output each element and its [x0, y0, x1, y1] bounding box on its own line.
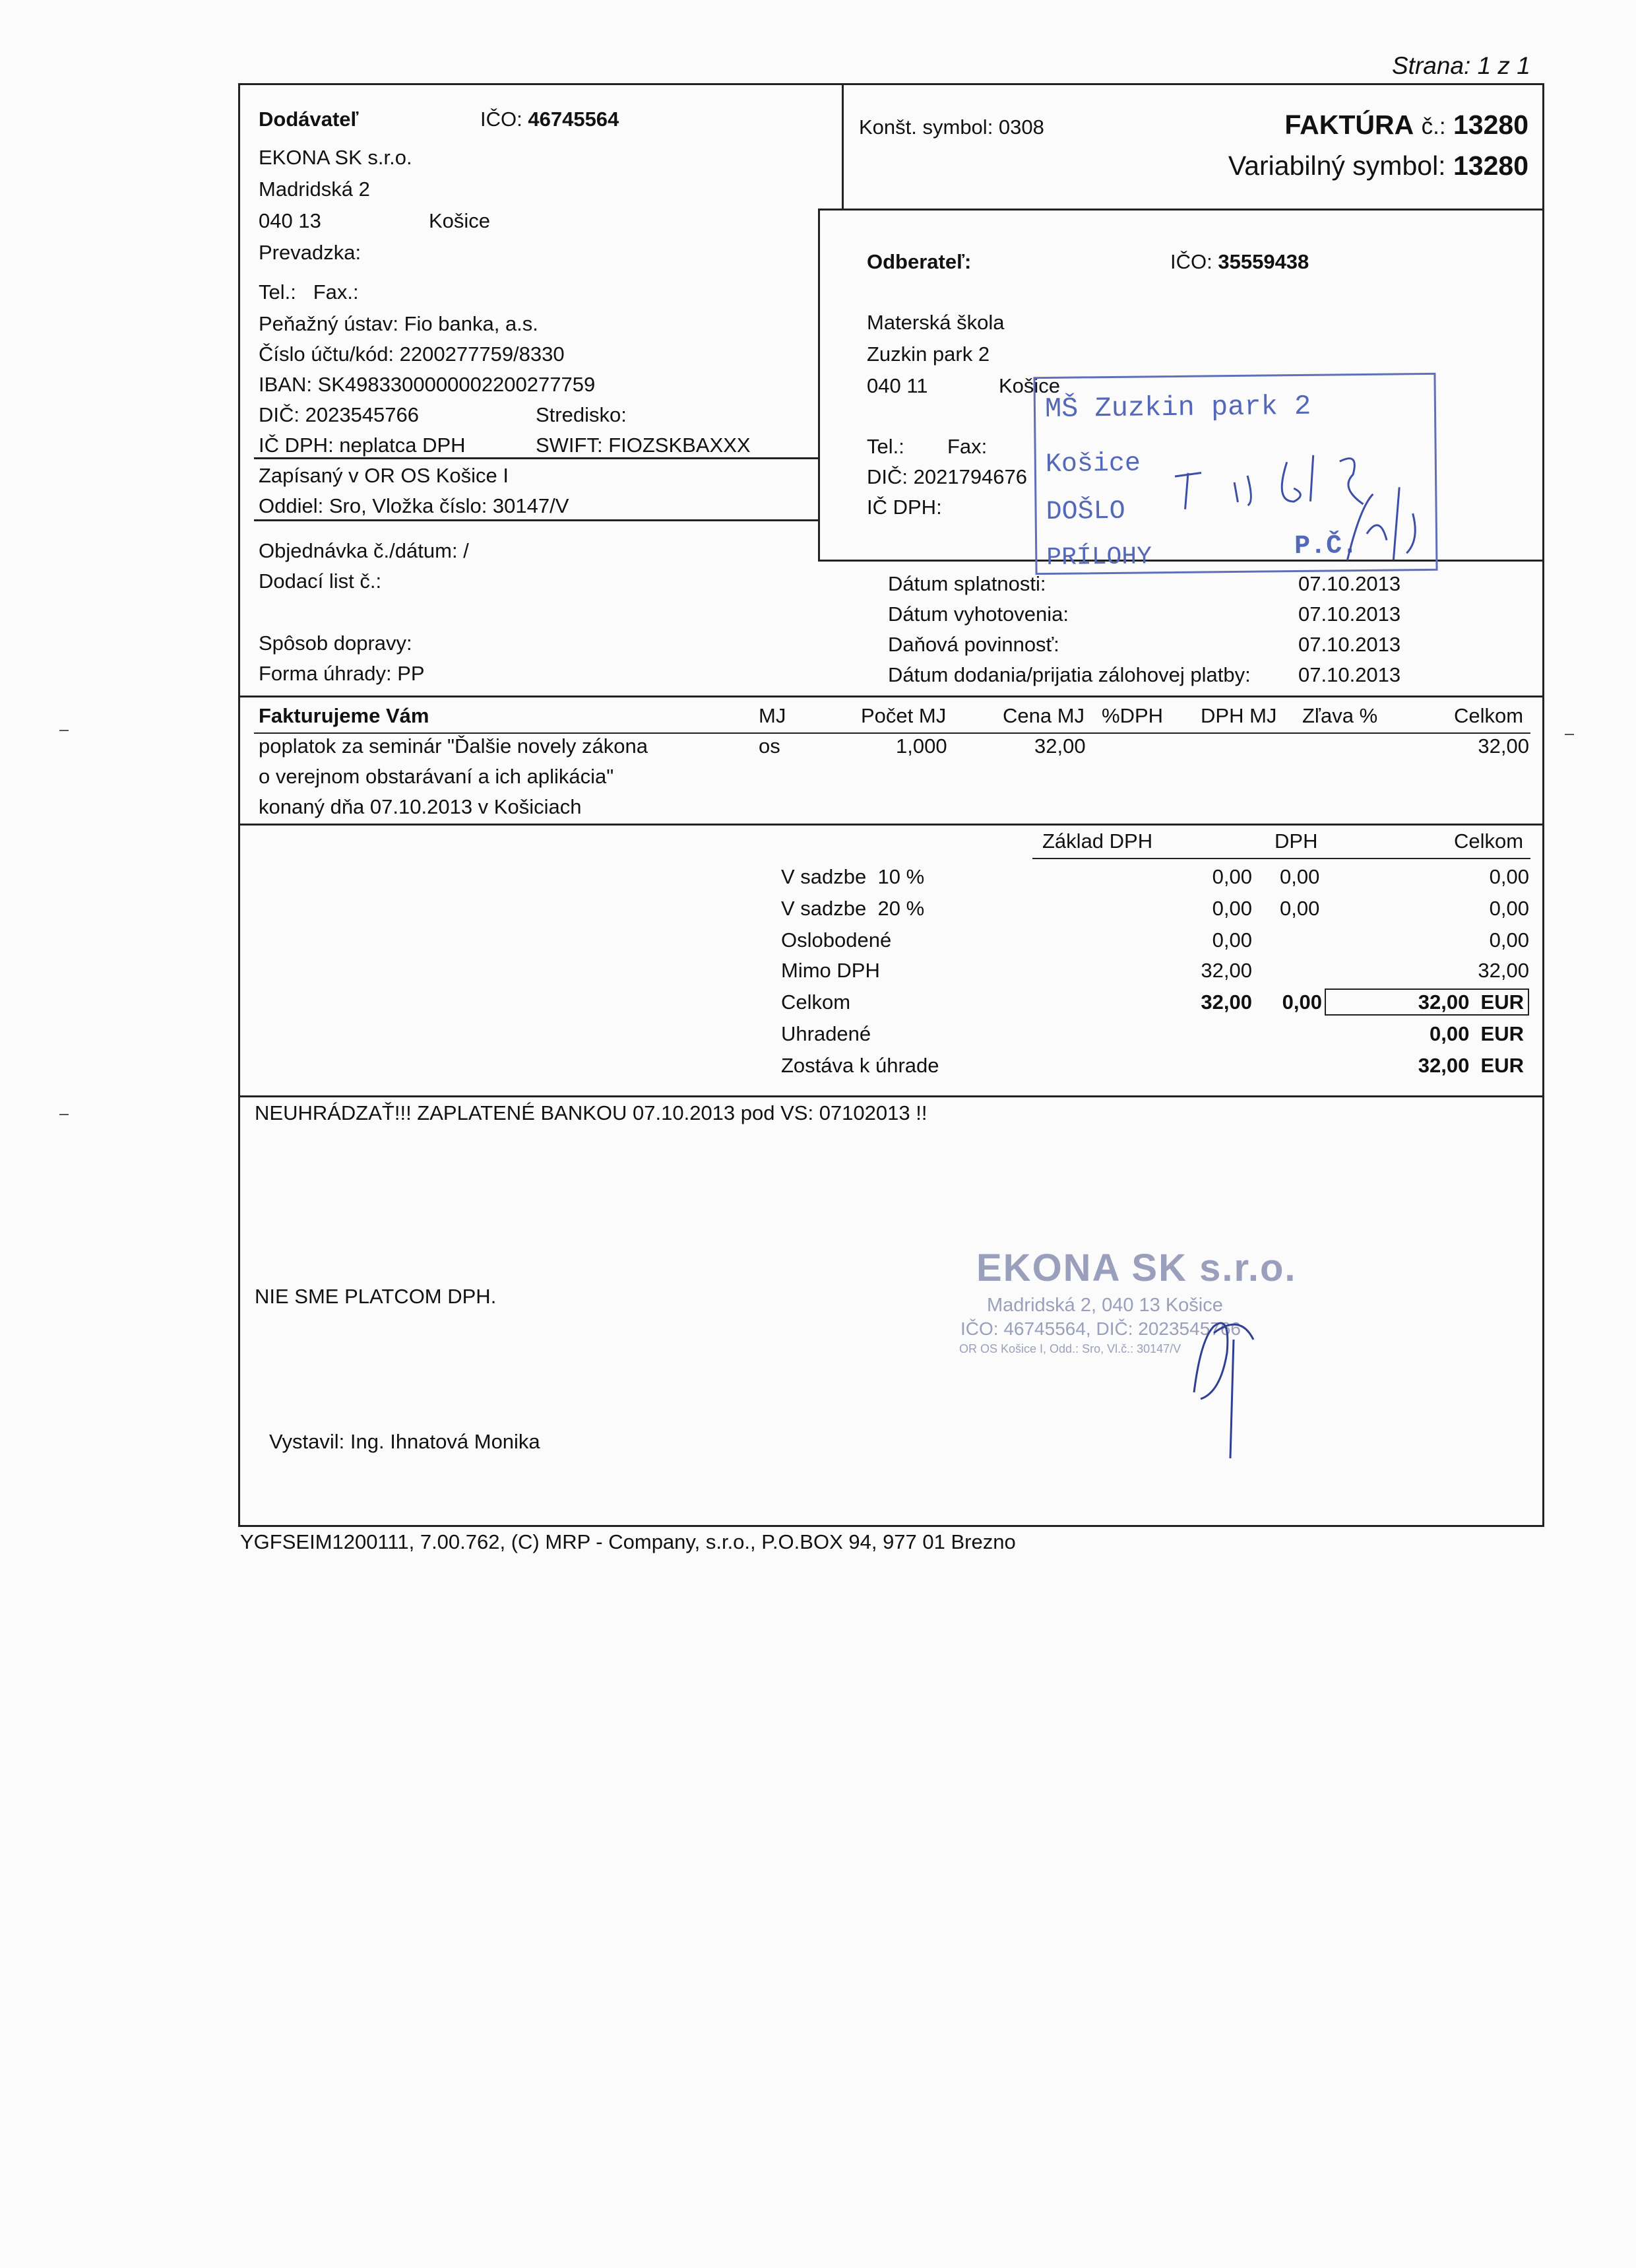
- frame-bottom: [238, 1525, 1544, 1527]
- stamp-line-4: PRÍLOHY: [1046, 542, 1152, 573]
- supplier-dic: DIČ: 2023545766: [259, 403, 420, 426]
- variable-symbol: [1228, 150, 1528, 181]
- item-desc-1: poplatok za seminár "Ďalšie novely zákona: [259, 734, 648, 758]
- summary-header-underline: [1032, 858, 1530, 859]
- date-label-3: Dátum dodania/prijatia zálohovej platby:: [888, 663, 1251, 686]
- summary-celkom-total: 32,00 EUR: [1325, 988, 1529, 1016]
- customer-icdph: IČ DPH:: [867, 496, 942, 519]
- paid-note: NEUHRÁDZAŤ!!! ZAPLATENÉ BANKOU 07.10.2013 pod VS: 07102013 !!: [255, 1101, 928, 1124]
- supplier-ico-value: 46745564: [528, 108, 619, 131]
- customer-dic: DIČ: 2021794676: [867, 465, 1028, 488]
- items-col-desc: Fakturujeme Vám: [259, 704, 429, 727]
- items-top-line: [238, 696, 1544, 697]
- supplier-register2: Oddiel: Sro, Vložka číslo: 30147/V: [259, 494, 569, 517]
- item-mj: os: [759, 734, 780, 758]
- customer-box-top: [818, 209, 1544, 211]
- supplier-sep-2: [254, 519, 818, 521]
- item-total: 32,00: [1478, 734, 1529, 758]
- vs-label: Variabilný symbol:: [1228, 150, 1446, 181]
- items-col-discount: Zľava %: [1302, 704, 1378, 727]
- summary-total-2: 0,00: [1489, 928, 1529, 952]
- company-stamp-line-3: IČO: 46745564, DIČ: 2023545766: [960, 1318, 1241, 1339]
- supplier-account: Číslo účtu/kód: 2200277759/8330: [259, 342, 565, 366]
- summary-celkom-vat: 0,00: [1282, 990, 1322, 1014]
- items-col-price: Cena MJ: [1003, 704, 1085, 727]
- stamp-line-3: DOŠLO: [1046, 496, 1125, 528]
- date-label-0: Dátum splatnosti:: [888, 572, 1046, 595]
- frame-right: [1542, 83, 1544, 1527]
- summary-label-1: V sadzbe 20 %: [781, 897, 925, 920]
- frame-top: [238, 83, 1544, 85]
- footer: YGFSEIM1200111, 7.00.762, (C) MRP - Company, s.r.o., P.O.BOX 94, 977 01 Brezno: [240, 1530, 1016, 1553]
- items-col-vat: DPH MJ: [1201, 704, 1277, 727]
- supplier-prevadzka: Prevadzka:: [259, 241, 362, 264]
- summary-celkom-label: Celkom: [781, 990, 851, 1014]
- summary-base-2: 0,00: [1212, 928, 1252, 952]
- konst-symbol: Konšt. symbol: 0308: [859, 115, 1044, 139]
- summary-total-0: 0,00: [1489, 865, 1529, 888]
- summary-col-total: Celkom: [1454, 829, 1524, 853]
- items-col-mj: MJ: [759, 704, 786, 727]
- supplier-icdph: IČ DPH: neplatca DPH: [259, 434, 466, 457]
- item-desc-3: konaný dňa 07.10.2013 v Košiciach: [259, 795, 582, 818]
- date-label-2: Daňová povinnosť:: [888, 633, 1059, 656]
- summary-top-line: [238, 824, 1544, 826]
- summary-label-2: Oslobodené: [781, 928, 892, 952]
- summary-label-3: Mimo DPH: [781, 959, 880, 982]
- header-divider: [842, 83, 844, 210]
- customer-ico: [1170, 249, 1309, 274]
- supplier-swift: SWIFT: FIOZSKBAXXX: [536, 434, 751, 457]
- handwritten-pc: [1340, 474, 1433, 567]
- frame-left: [238, 83, 240, 1527]
- summary-total-1: 0,00: [1489, 897, 1529, 920]
- supplier-order: Objednávka č./dátum: /: [259, 539, 469, 562]
- summary-vat-1: 0,00: [1280, 897, 1320, 920]
- customer-tel: Tel.:: [867, 435, 904, 458]
- invoice-title-text: FAKTÚRA: [1284, 110, 1414, 140]
- customer-name: Materská škola: [867, 311, 1005, 334]
- supplier-street: Madridská 2: [259, 178, 370, 201]
- supplier-zip: 040 13: [259, 209, 321, 232]
- invoice-number: 13280: [1453, 110, 1528, 140]
- due-value: 32,00 EUR: [1418, 1054, 1524, 1077]
- supplier-heading: Dodávateľ: [259, 108, 359, 131]
- supplier-sep-1: [254, 457, 818, 459]
- date-value-0: 07.10.2013: [1298, 572, 1401, 595]
- item-desc-2: o verejnom obstarávaní a ich aplikácia": [259, 765, 614, 788]
- supplier-iban: IBAN: SK4983300000002200277759: [259, 373, 596, 396]
- customer-city: Košice: [999, 374, 1061, 397]
- due-label: Zostáva k úhrade: [781, 1054, 939, 1077]
- vat-note: NIE SME PLATCOM DPH.: [255, 1285, 497, 1308]
- supplier-payment: Forma úhrady: PP: [259, 662, 425, 685]
- items-col-vatpct: %DPH: [1102, 704, 1164, 727]
- summary-base-0: 0,00: [1212, 865, 1252, 888]
- paid-value: 0,00 EUR: [1429, 1022, 1524, 1045]
- supplier-ico: [480, 107, 619, 131]
- customer-street: Zuzkin park 2: [867, 342, 990, 366]
- stamp-line-2: Košice: [1045, 449, 1141, 480]
- item-price: 32,00: [1034, 734, 1086, 758]
- supplier-delivery-note: Dodací list č.:: [259, 569, 382, 593]
- page-value: 1 z 1: [1477, 52, 1530, 79]
- supplier-bank: Peňažný ústav: Fio banka, a.s.: [259, 312, 538, 335]
- supplier-stredisko: Stredisko:: [536, 403, 627, 426]
- items-col-total: Celkom: [1454, 704, 1524, 727]
- date-label-1: Dátum vyhotovenia:: [888, 602, 1069, 626]
- issued-by: Vystavil: Ing. Ihnatová Monika: [269, 1430, 540, 1453]
- signature: [1168, 1293, 1273, 1465]
- summary-celkom-base: 32,00: [1201, 990, 1252, 1014]
- customer-ico-value: 35559438: [1218, 250, 1309, 273]
- invoice-number-label: č.:: [1421, 113, 1446, 139]
- date-value-3: 07.10.2013: [1298, 663, 1401, 686]
- company-stamp-line-1: EKONA SK s.r.o.: [976, 1247, 1297, 1289]
- date-value-2: 07.10.2013: [1298, 633, 1401, 656]
- customer-box-left: [818, 209, 820, 561]
- page-number: [1392, 51, 1530, 81]
- summary-col-vat: DPH: [1274, 829, 1318, 853]
- customer-fax: Fax:: [947, 435, 988, 458]
- supplier-transport: Spôsob dopravy:: [259, 632, 412, 655]
- summary-col-base: Základ DPH: [1042, 829, 1153, 853]
- supplier-register1: Zapísaný v OR OS Košice I: [259, 464, 509, 487]
- margin-mark-3: [1565, 734, 1574, 735]
- summary-base-3: 32,00: [1201, 959, 1252, 982]
- supplier-telfax: Tel.: Fax.:: [259, 280, 359, 304]
- supplier-city: Košice: [429, 209, 491, 232]
- notes-top-line: [238, 1095, 1544, 1097]
- supplier-name: EKONA SK s.r.o.: [259, 146, 412, 169]
- stamp-line-1: MŠ Zuzkin park 2: [1044, 390, 1311, 426]
- customer-heading: Odberateľ:: [867, 250, 972, 273]
- invoice-title: [1284, 110, 1528, 141]
- summary-total-3: 32,00: [1478, 959, 1529, 982]
- summary-base-1: 0,00: [1212, 897, 1252, 920]
- received-stamp: [1033, 373, 1437, 575]
- paid-label: Uhradené: [781, 1022, 871, 1045]
- margin-mark-1: [59, 730, 69, 731]
- vs-value: 13280: [1453, 150, 1528, 181]
- margin-mark-2: [59, 1114, 69, 1115]
- items-col-count: Počet MJ: [861, 704, 947, 727]
- customer-ico-label: IČO:: [1170, 250, 1212, 273]
- summary-label-0: V sadzbe 10 %: [781, 865, 925, 888]
- item-count: 1,000: [896, 734, 947, 758]
- supplier-ico-label: IČO:: [480, 108, 522, 131]
- page-label: Strana:: [1392, 52, 1471, 79]
- company-stamp-line-4: OR OS Košice I, Odd.: Sro, Vl.č.: 30147/V: [959, 1342, 1181, 1355]
- customer-zip: 040 11: [867, 374, 928, 397]
- company-stamp-line-2: Madridská 2, 040 13 Košice: [987, 1295, 1223, 1316]
- stamp-pc: P.Č.: [1294, 531, 1358, 562]
- date-value-1: 07.10.2013: [1298, 602, 1401, 626]
- summary-vat-0: 0,00: [1280, 865, 1320, 888]
